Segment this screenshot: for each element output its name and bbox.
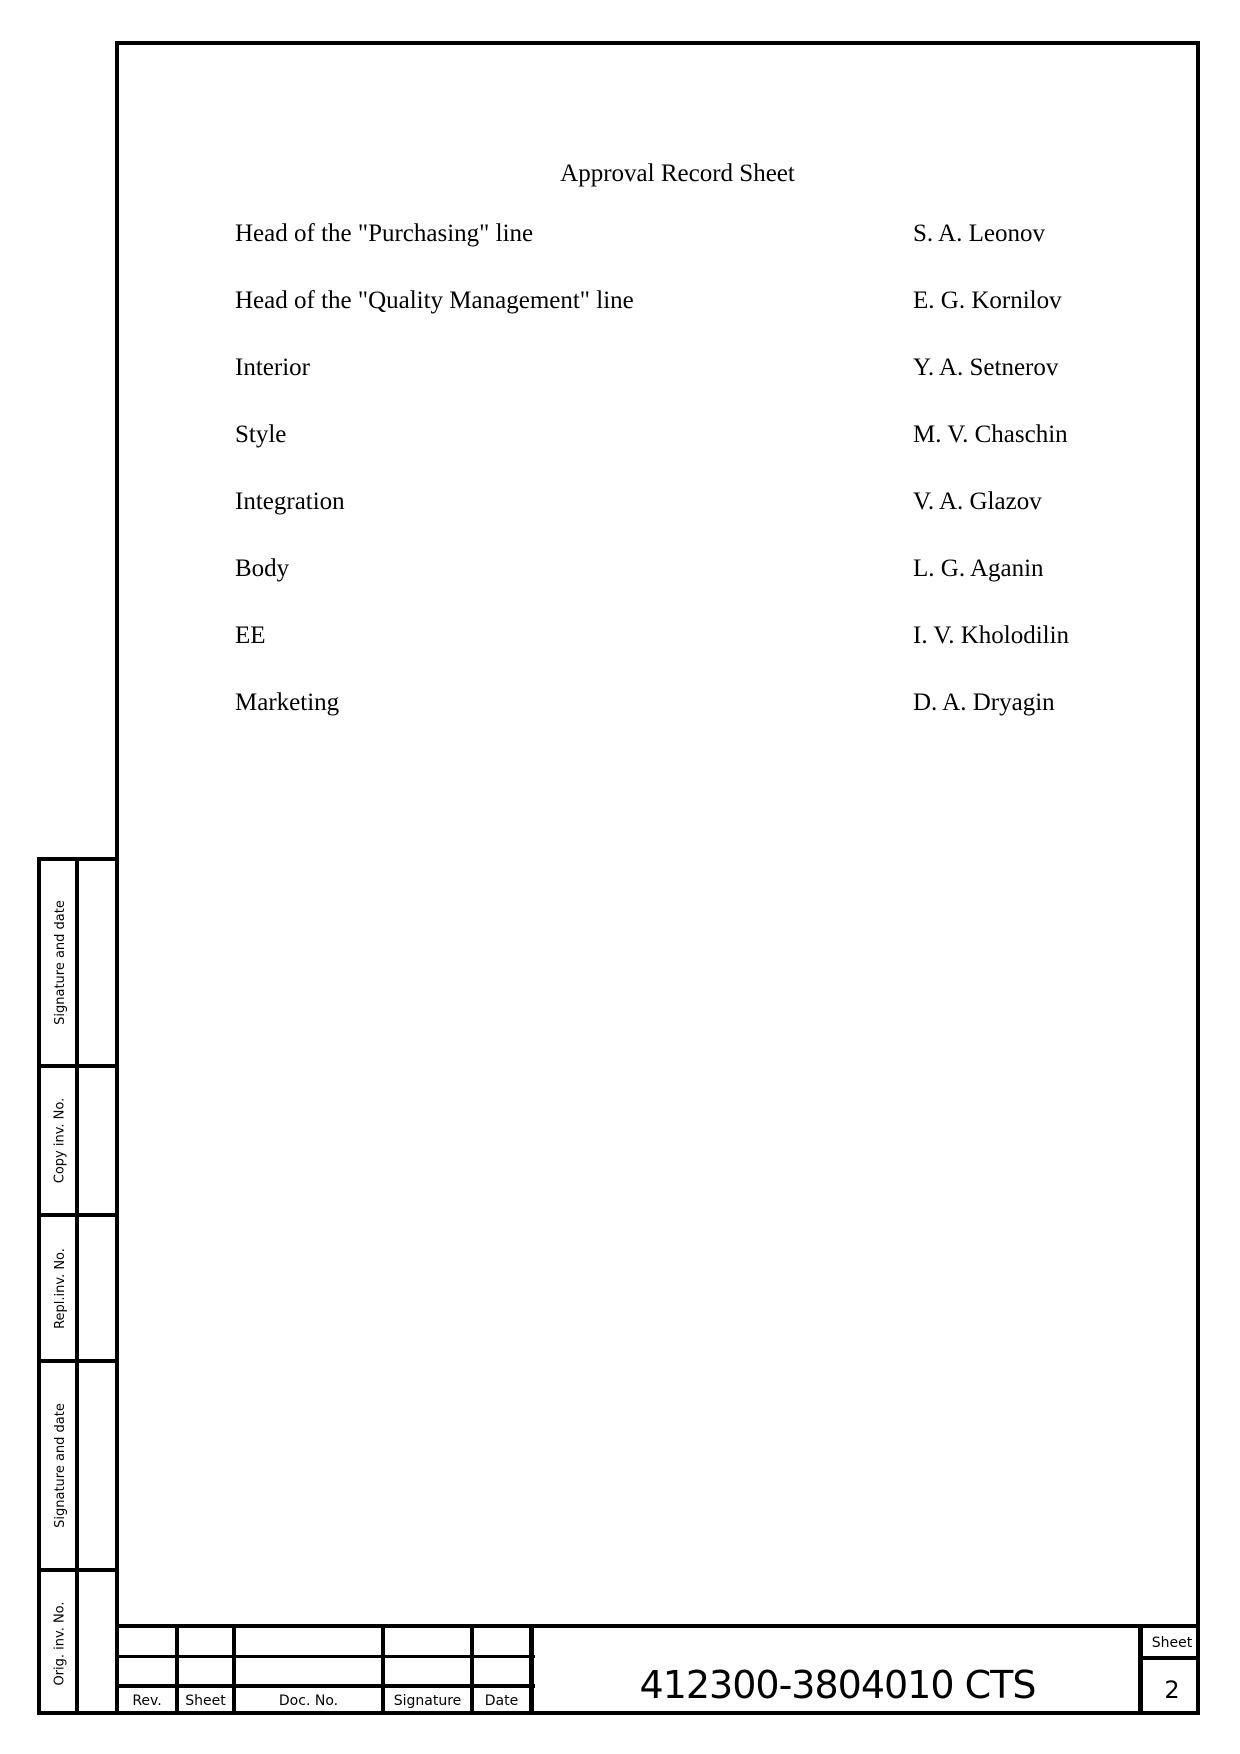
title-block-top-border [115, 1624, 1200, 1628]
approver-name: M. V. Chaschin [913, 421, 1068, 448]
approver-name: Y. A. Setnerov [913, 354, 1059, 381]
column-label-signature: Signature [393, 1693, 462, 1709]
approver-name: L. G. Aganin [913, 555, 1044, 582]
approval-role: Head of the "Quality Management" line [235, 287, 634, 314]
sheet-number: 2 [1164, 1676, 1180, 1704]
approval-role: EE [235, 622, 266, 649]
column-label-rev: Rev. [132, 1693, 162, 1709]
approver-name: E. G. Kornilov [913, 287, 1062, 314]
column-label-date: Date [484, 1693, 519, 1709]
document-title: Approval Record Sheet [560, 160, 795, 187]
approval-role: Body [235, 555, 290, 582]
approver-name: S. A. Leonov [913, 220, 1045, 247]
approver-name: V. A. Glazov [913, 488, 1042, 515]
approver-name: D. A. Dryagin [913, 689, 1055, 716]
side-label-repl-inv-no: Repl.inv. No. [52, 1247, 68, 1329]
approval-role: Integration [235, 488, 345, 515]
sheet-label: Sheet [1151, 1635, 1193, 1651]
approval-role: Interior [235, 354, 310, 381]
side-label-signature-date-2: Signature and date [52, 1403, 68, 1528]
column-label-doc-no: Doc. No. [278, 1693, 339, 1709]
side-label-orig-inv-no: Orig. inv. No. [52, 1601, 68, 1686]
approver-name: I. V. Kholodilin [913, 622, 1070, 649]
side-label-signature-date: Signature and date [52, 900, 68, 1025]
document-number: 412300-3804010 CTS [639, 1663, 1036, 1707]
approval-role: Head of the "Purchasing" line [235, 220, 534, 247]
approval-role: Style [235, 421, 287, 448]
approval-role: Marketing [235, 689, 340, 716]
sheet-cell-divider [1140, 1656, 1200, 1660]
side-label-copy-inv-no: Copy inv. No. [52, 1097, 68, 1184]
column-label-sheet: Sheet [185, 1693, 226, 1709]
title-block-col-line [529, 1624, 534, 1715]
